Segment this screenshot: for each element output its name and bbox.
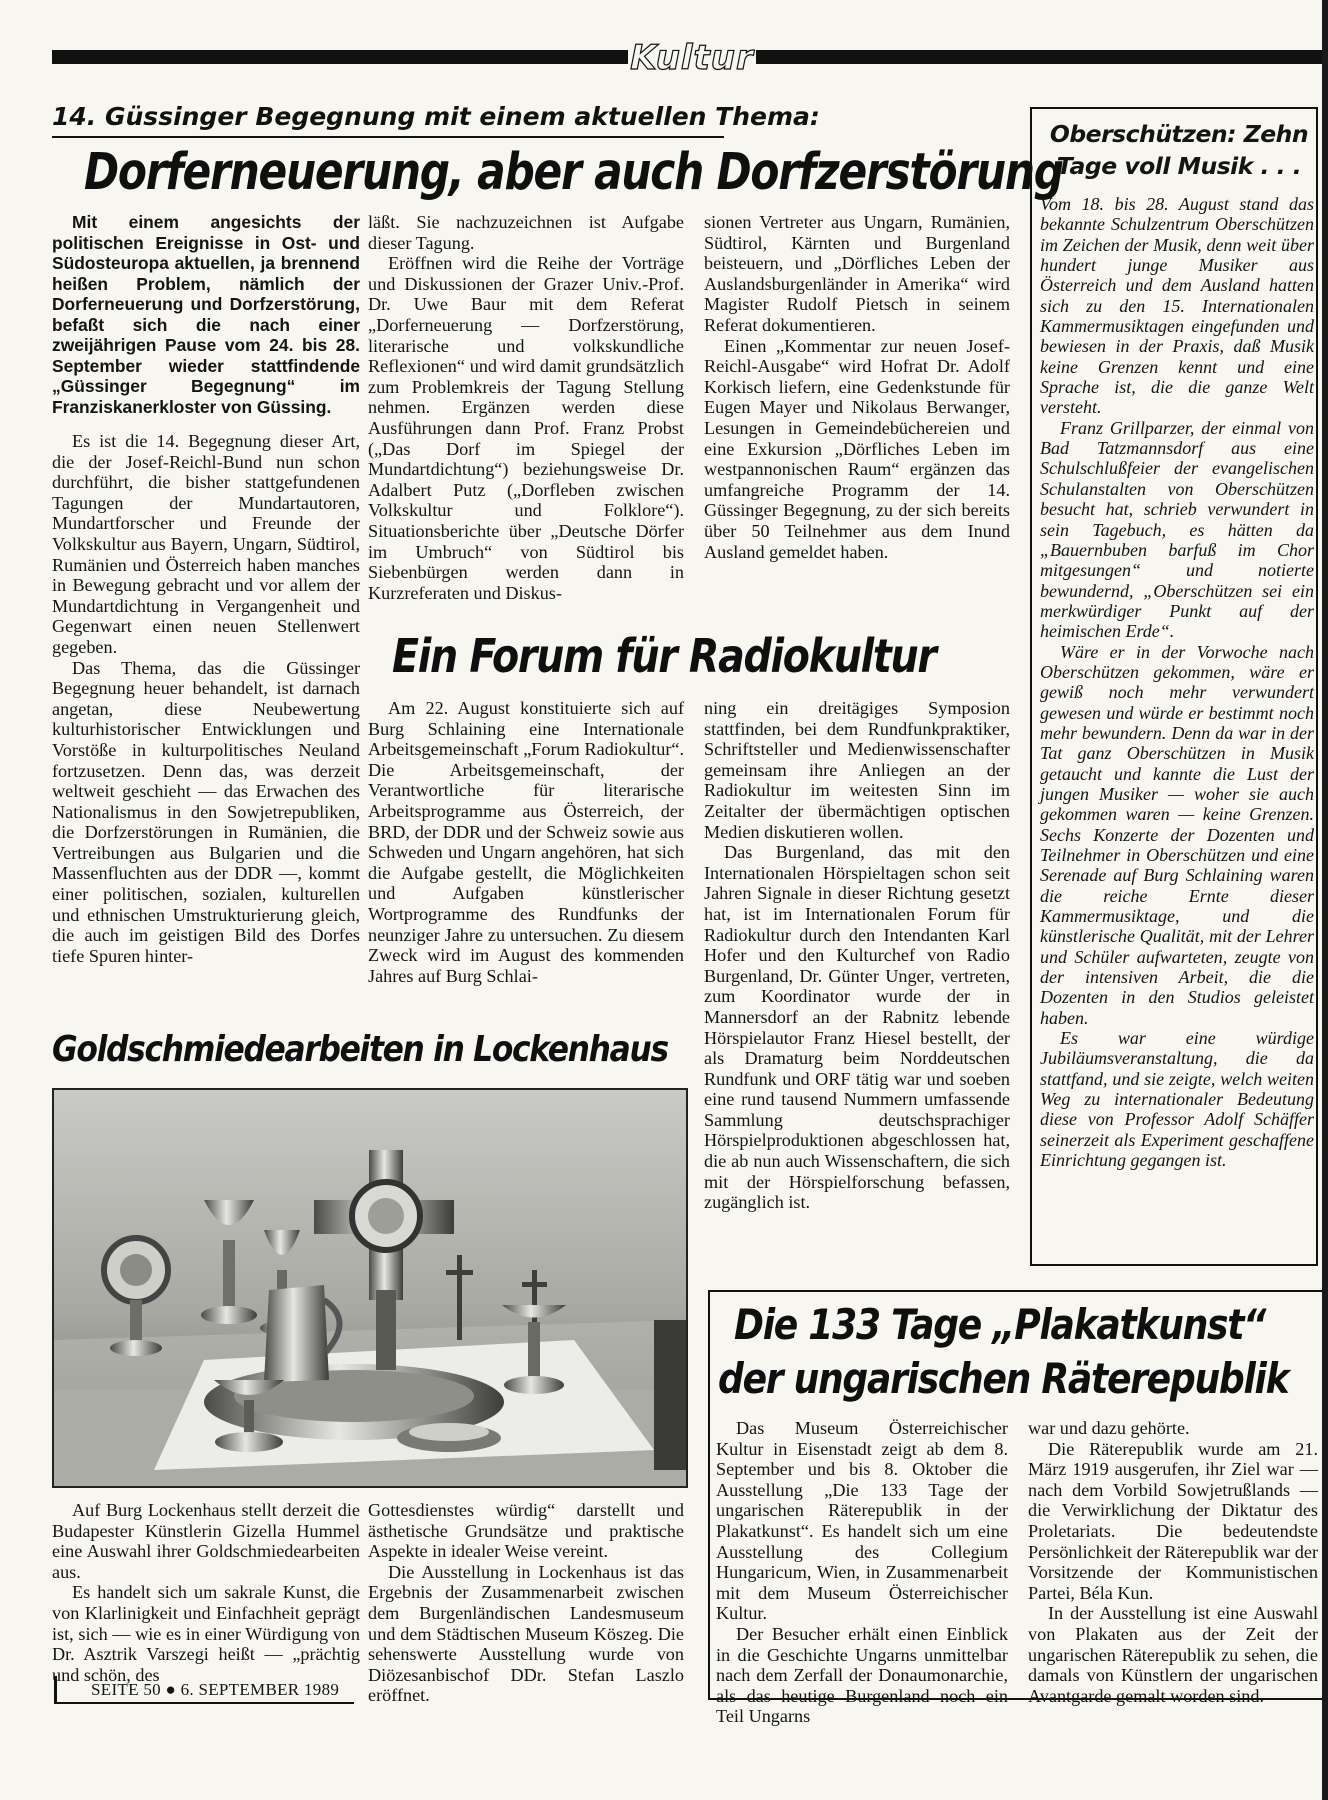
- body-paragraph: Am 22. August konstituierte sich auf Burg Schlaining eine Internationale Arbeitsgemeinschaft „Forum Radiokultur“. Die Arbeitsgemeinschaft, der Verantwortliche für literarische Arbeitsprogramme aus Österreich, der BRD, der DDR und der Schweiz sowie aus Schweden und Ungarn angehören, hat sich die Aufgabe gestellt, die Möglichkeiten und Aufgaben künstlerischer Wortprogramme des Rundfunks der neunziger Jahre zu untersuchen. Zu diesem Zweck wird im August des kommenden Jahres auf Burg Schlai-: [368, 698, 684, 986]
- body-paragraph: läßt. Sie nachzuzeichnen ist Aufgabe dieser Tagung.: [368, 212, 684, 253]
- body-paragraph: Die Räterepublik wurde am 21. März 1919 ausgerufen, ihr Ziel war — nach dem Vorbild Sowjetrußlands — die Verwirklichung der Diktatur des Proletariats. Die bedeutendste Persönlichkeit der Räterepublik war der Vorsitzende der Kommunistischen Partei, Béla Kun.: [1028, 1438, 1318, 1603]
- body-paragraph: sionen Vertreter aus Ungarn, Rumänien, Südtirol, Kärnten und Burgenland beisteuern, und „Dörfliches Leben der Auslandsburgenländer in Amerika“ wird Magister Rudolf Pietsch in seinem Referat dokumentieren.: [704, 212, 1010, 335]
- article-lead: [52, 212, 360, 417]
- body-paragraph: war und dazu gehörte.: [1028, 1418, 1190, 1438]
- body-paragraph: Der Besucher erhält einen Einblick in die Geschichte Ungarns unmittelbar nach dem Zerfall der Donaumonarchie, als das heutige Burgenland noch ein Teil Ungarns: [716, 1623, 1008, 1727]
- body-paragraph: Gottesdienstes würdig“ darstellt und ästhetische Grundsätze und praktische Aspekte in idealer Weise vereint.: [368, 1500, 684, 1562]
- body-paragraph: Die Ausstellung in Lockenhaus ist das Ergebnis der Zusammenarbeit zwischen dem Burgenländischen Landesmuseum und dem Städtischen Museum Köszeg. Die sehenswerte Ausstellung wurde von Diözesanbischof DDr. Stefan Laszlo eröffnet.: [368, 1561, 684, 1706]
- main-column-1: [52, 212, 360, 966]
- section-tag: Kultur: [628, 38, 756, 78]
- radio-headline: Ein Forum für Radiokultur: [392, 629, 936, 683]
- article-kicker: 14. Güssinger Begegnung mit einem aktuellen Thema:: [52, 102, 820, 131]
- gold-headline: Goldschmiedearbeiten in Lockenhaus: [52, 1029, 668, 1070]
- body-paragraph: Vom 18. bis 28. August stand das bekannte Schulzentrum Oberschützen im Zeichen der Musik, denn weit über hundert junge Musiker aus Österreich und dem Ausland hatten sich zu den 15. Internationalen Kammermusiktagen eingefunden und bewiesen in der Praxis, daß Musik keine Grenzen kennt und eine Sprache ist, die die ganze Welt versteht.: [1040, 194, 1314, 418]
- sidebar-column: [1040, 194, 1314, 1171]
- body-paragraph: Es handelt sich um sakrale Kunst, die von Klarlinigkeit und Einfachheit geprägt ist, sich — wie es in einer Würdigung von Dr. Asztrik Varszegi heißt — „prächtig und schön, des: [52, 1582, 360, 1685]
- body-paragraph: Das Thema, das die Güssinger Begegnung heuer behandelt, ist darnach angetan, diese Neubewertung kulturhistorischer Entwicklungen und Vorstöße in kulturpolitisches Neuland fortzusetzen. Denn das, was derzeit weltweit geschieht — das Erwachen des Nationalismus in den Sowjetrepubliken, die Dorfzerstörungen in Rumänien, die Vertreibungen aus Bulgarien und die Massenfluchten aus der DDR —, kommt einer politischen, sozialen, kulturellen und ethnischen Umstrukturierung gleich, die auch im geistigen Bild des Dorfes tiefe Spuren hinter-: [52, 657, 360, 966]
- main-column-2: [368, 212, 684, 603]
- kicker-underline: [52, 136, 724, 138]
- plakat-column-1: [716, 1418, 1008, 1727]
- body-paragraph: Einen „Kommentar zur neuen Josef-Reichl-Ausgabe“ wird Hofrat Dr. Adolf Korkisch liefern, eine Gedenkstunde für Eugen Mayer und Nikolaus Berwanger, Lesungen in Gemeindebüchereien und eine Exkursion „Dörfliches Leben im westpannonischen Raum“ ergänzen das umfangreiche Programm der 14. Güssinger Begegnung, zu der sich bereits über 50 Teilnehmer aus dem Inund Ausland gemeldet haben.: [704, 335, 1010, 562]
- body-paragraph: Eröffnen wird die Reihe der Vorträge und Diskussionen der Grazer Univ.-Prof. Dr. Uwe Baur mit dem Referat „Dorferneuerung — Dorfzerstörung, literarische und volkskundliche Reflexionen“ und wird damit grundsätzlich zum Problemkreis der Tagung Stellung nehmen. Ergänzen werden diese Ausführungen dann Prof. Franz Probst („Das Dorf im Spiegel der Mundartdichtung“) beziehungsweise Dr. Adalbert Putz („Dorfleben zwischen Volkskultur und Folklore“). Situationsberichte über „Deutsche Dörfer im Umbruch“ von Südtirol bis Siebenbürgen werden dann in Kurzreferaten und Diskus-: [368, 253, 684, 603]
- plakat-headline-line2: der ungarischen Räterepublik: [718, 1354, 1289, 1403]
- page-edge: [1322, 0, 1328, 1800]
- gold-column-2: [368, 1500, 684, 1706]
- goldsmith-photo-art: [54, 1090, 686, 1486]
- body-paragraph: Es ist die 14. Begegnung dieser Art, die der Josef-Reichl-Bund nun schon durchführt, die bisher stattgefundenen Tagungen der Mundartautoren, Mundartforscher und Freunde der Volkskultur aus Bayern, Ungarn, Südtirol, Rumänien und Österreich haben manches in Bewegung gebracht und vor allem der Mundartdichtung in Vergangenheit und Gegenwart einen neuen Stellenwert gegeben.: [52, 431, 360, 657]
- body-paragraph: Das Burgenland, das mit den Internationalen Hörspieltagen schon seit Jahren Signale in dieser Richtung gesetzt hat, ist im Internationalen Forum für Radiokultur durch den Intendanten Karl Hofer und den Kulturchef von Radio Burgenland, Dr. Günter Unger, vertreten, zum Koordinator wurde der in Mannersdorf an der Rabnitz lebende Hörspielautor Franz Hiesel bestellt, der als Dramaturg beim Norddeutschen Rundfunk und ORF tätig war und soeben eine rund tausend Nummern umfassende Sammlung deutschsprachiger Hörspielproduktionen abgeschlossen hat, die ab nun auch Wissenschaftern, die sich mit der Hörspielforschung befassen, zugänglich ist.: [704, 842, 1010, 1213]
- sidebar-headline: Oberschützen: Zehn Tage voll Musik . . .: [1049, 120, 1309, 180]
- main-column-3: [704, 212, 1010, 562]
- lead-paragraph: Mit einem angesichts der politischen Ereignisse in Ost- und Südosteuropa aktuellen, ja brennend heißen Problem, nämlich der Dorferneuerung und Dorfzerstörung, befaßt sich die nach einer zweijährigen Pause vom 24. bis 28. September wieder stattfindende „Güssinger Begegnung“ im Franziskanerkloster von Güssing.: [52, 212, 360, 417]
- page-footer: SEITE 50 ● 6. SEPTEMBER 1989: [54, 1676, 354, 1704]
- body-paragraph: Franz Grillparzer, der einmal von Bad Tatzmannsdorf aus eine Schulschlußfeier der evangelischen Schulanstalten von Oberschützen besucht hat, schrieb verwundert in sein Tagebuch, es hätten da „Bauernbuben barfuß im Chor mitgesungen“ und notierte bewundernd, „Oberschützen sei ein merkwürdiger Punkt auf der heimischen Erde“.: [1040, 417, 1314, 642]
- radio-column-2: [704, 698, 1010, 1213]
- body-paragraph: Es war eine würdige Jubiläumsveranstaltung, die da stattfand, und sie zeigte, welch weiten Weg zu internationaler Bedeutung diese von Professor Adolf Schäffer seinerzeit als Experiment geschaffene Einrichtung gegangen ist.: [1040, 1028, 1314, 1171]
- radio-column-1: [368, 698, 684, 986]
- header-rule-left: [52, 50, 636, 64]
- body-paragraph: Auf Burg Lockenhaus stellt derzeit die Budapester Künstlerin Gizella Hummel eine Auswahl ihrer Goldschmiedearbeiten aus.: [52, 1500, 360, 1582]
- gold-column-1: [52, 1500, 360, 1685]
- body-paragraph: ning ein dreitägiges Symposion stattfinden, bei dem Rundfunkpraktiker, Schriftsteller und Medienwissenschafter gemeinsam ihre Anliegen an der Radiokultur im weitesten Sinn im Zeitalter der übermächtigen optischen Medien diskutieren wollen.: [704, 698, 1010, 842]
- main-headline: Dorferneuerung, aber auch Dorfzerstörung: [84, 143, 1063, 202]
- goldsmith-photo: [52, 1088, 688, 1488]
- body-paragraph: In der Ausstellung ist eine Auswahl von Plakaten aus der Zeit der ungarischen Räterepublik zu sehen, die damals von Künstlern der ungarischen Avantgarde gemalt worden sind.: [1028, 1603, 1318, 1706]
- plakat-headline-line1: Die 133 Tage „Plakatkunst“: [734, 1300, 1266, 1349]
- plakat-column-2: [1028, 1418, 1318, 1706]
- body-paragraph: Wäre er in der Vorwoche nach Oberschützen gekommen, wäre er gewiß noch mehr verwundert gewesen und würde er bestimmt noch mehr bewundern. Denn da war in der Tat ganz Oberschützen in Musik getaucht und kannte die Lust der jungen Musiker — woher sie auch gekommen waren — keine Grenzen. Sechs Konzerte der Dozenten und Teilnehmer in Oberschützen und eine Serenade auf Burg Schlaining waren die reiche Ernte dieser Kammermusiktage, und die künstlerische Qualität, mit der Lehrer und Schüler aufwarteten, zeugte von der intensiven Arbeit, die die Dozenten in den Studios geleistet haben.: [1040, 641, 1314, 1028]
- body-paragraph: Das Museum Österreichischer Kultur in Eisenstadt zeigt ab dem 8. September und bis 8. Oktober die Ausstellung „Die 133 Tage der ungarischen Räterepublik in der Plakatkunst“. Es handelt sich um eine Ausstellung des Collegium Hungaricum, Wien, in Zusammenarbeit mit dem Museum Österreichischer Kultur.: [716, 1418, 1008, 1624]
- header-rule-right: [748, 50, 1322, 64]
